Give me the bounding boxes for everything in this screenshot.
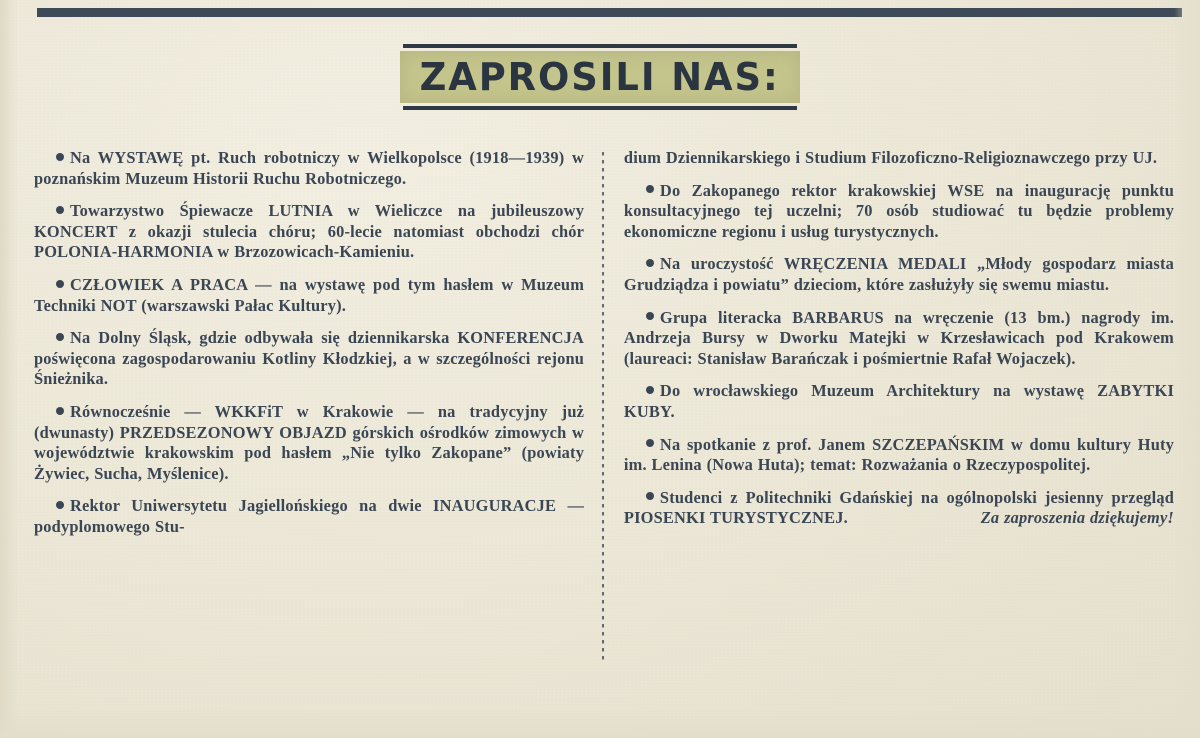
paragraph-text: Na uroczystość WRĘCZENIA MEDALI „Młody gospodarz miasta Grudziądza i powiatu” dzieciom, które zasłużyły się swemu miastu. bbox=[623, 254, 1174, 294]
bullet-icon bbox=[56, 407, 64, 415]
article-columns bbox=[34, 148, 1174, 693]
paragraph-text: Towarzystwo Śpiewacze LUTNIA w Wieliczce na jubileuszowy KONCERT z okazji stulecia chóru; 60-lecie natomiast obchodzi chór POLONIA-HARMONIA w Brzozowicach-Kamieniu. bbox=[34, 201, 585, 262]
closing-note: Za zaproszenia dziękujemy! bbox=[980, 508, 1174, 528]
paragraph-text: Na WYSTAWĘ pt. Ruch robotniczy w Wielkopolsce (1918—1939) w poznańskim Muzeum Historii Ruchu Robotniczego. bbox=[34, 148, 585, 188]
paragraph-text: CZŁOWIEK A PRACA — na wystawę pod tym hasłem w Muzeum Techniki NOT (warszawski Pałac Kultury). bbox=[34, 274, 585, 315]
bullet-icon bbox=[56, 501, 64, 509]
article-paragraph bbox=[34, 496, 584, 537]
bullet-icon bbox=[56, 153, 64, 161]
article-paragraph bbox=[624, 381, 1174, 422]
bullet-icon bbox=[56, 206, 64, 214]
bullet-icon bbox=[646, 312, 654, 320]
article-paragraph bbox=[34, 402, 584, 484]
article-paragraph bbox=[624, 254, 1174, 295]
column-divider bbox=[596, 148, 610, 693]
article-paragraph bbox=[34, 148, 584, 189]
paragraph-text: dium Dziennikarskiego i Studium Filozoficzno-Religioznawczego przy UJ. bbox=[623, 148, 1158, 167]
paragraph-text: Do wrocławskiego Muzeum Architektury na wystawę ZABYTKI KUBY. bbox=[623, 381, 1174, 421]
column-divider-dotted-line bbox=[602, 152, 604, 662]
bullet-icon bbox=[646, 439, 654, 447]
article-paragraph bbox=[624, 181, 1174, 243]
page-title: ZAPROSILI NAS: bbox=[419, 55, 781, 99]
article-paragraph bbox=[34, 275, 584, 316]
bullet-icon bbox=[56, 333, 64, 341]
column-right bbox=[610, 148, 1174, 693]
article-paragraph bbox=[34, 328, 584, 390]
article-paragraph bbox=[34, 201, 584, 263]
article-paragraph bbox=[624, 148, 1174, 169]
paragraph-text: Rektor Uniwersytetu Jagiellońskiego na dwie INAUGURACJE — podyplomowego Stu- bbox=[34, 496, 585, 536]
article-paragraph bbox=[624, 488, 1174, 529]
headline-top-rule bbox=[403, 44, 797, 48]
article-paragraph bbox=[624, 435, 1174, 476]
paragraph-text: Do Zakopanego rektor krakowskiej WSE na inaugurację punktu konsultacyjnego tej uczelni; 70 osób studiować tu będzie problemy ekonomiczne regionu i usług turystycznych. bbox=[623, 180, 1174, 241]
top-divider-rule bbox=[37, 8, 1182, 17]
bullet-icon bbox=[646, 185, 654, 193]
article-paragraph bbox=[624, 308, 1174, 370]
paragraph-text: Na spotkanie z prof. Janem SZCZEPAŃSKIM w domu kultury Huty im. Lenina (Nowa Huta); temat: Rozważania o Rzeczypospolitej. bbox=[623, 434, 1174, 475]
bullet-icon bbox=[56, 280, 64, 288]
paragraph-text: Grupa literacka BARBARUS na wręczenie (13 bm.) nagrody im. Andrzeja Bursy w Dworku Matejki w Krzesławicach pod Krakowem (laureaci: Stanisław Barańczak i pośmiertnie Rafał Wojaczek). bbox=[623, 307, 1174, 368]
headline-block bbox=[400, 44, 800, 110]
bullet-icon bbox=[646, 259, 654, 267]
column-left bbox=[34, 148, 596, 693]
paragraph-text: Na Dolny Śląsk, gdzie odbywała się dziennikarska KONFERENCJA poświęcona zagospodarowaniu Kotliny Kłodzkiej, a w szczególności rejonu Śnieżnika. bbox=[34, 328, 585, 389]
paragraph-text: Studenci z Politechniki Gdańskiej na ogólnopolski jesienny przegląd PIOSENKI TURYSTYCZNEJ. bbox=[623, 487, 1174, 528]
bullet-icon bbox=[646, 386, 654, 394]
headline-bottom-rule bbox=[403, 106, 797, 110]
bullet-icon bbox=[646, 492, 654, 500]
headline-band bbox=[400, 51, 800, 103]
paragraph-text: Równocześnie — WKKFiT w Krakowie — na tradycyjny już (dwunasty) PRZEDSEZONOWY OBJAZD górskich ośrodków zimowych w województwie krakowskim pod hasłem „Nie tylko Zakopane” (powiaty Żywiec, Sucha, Myślenice). bbox=[34, 401, 585, 483]
